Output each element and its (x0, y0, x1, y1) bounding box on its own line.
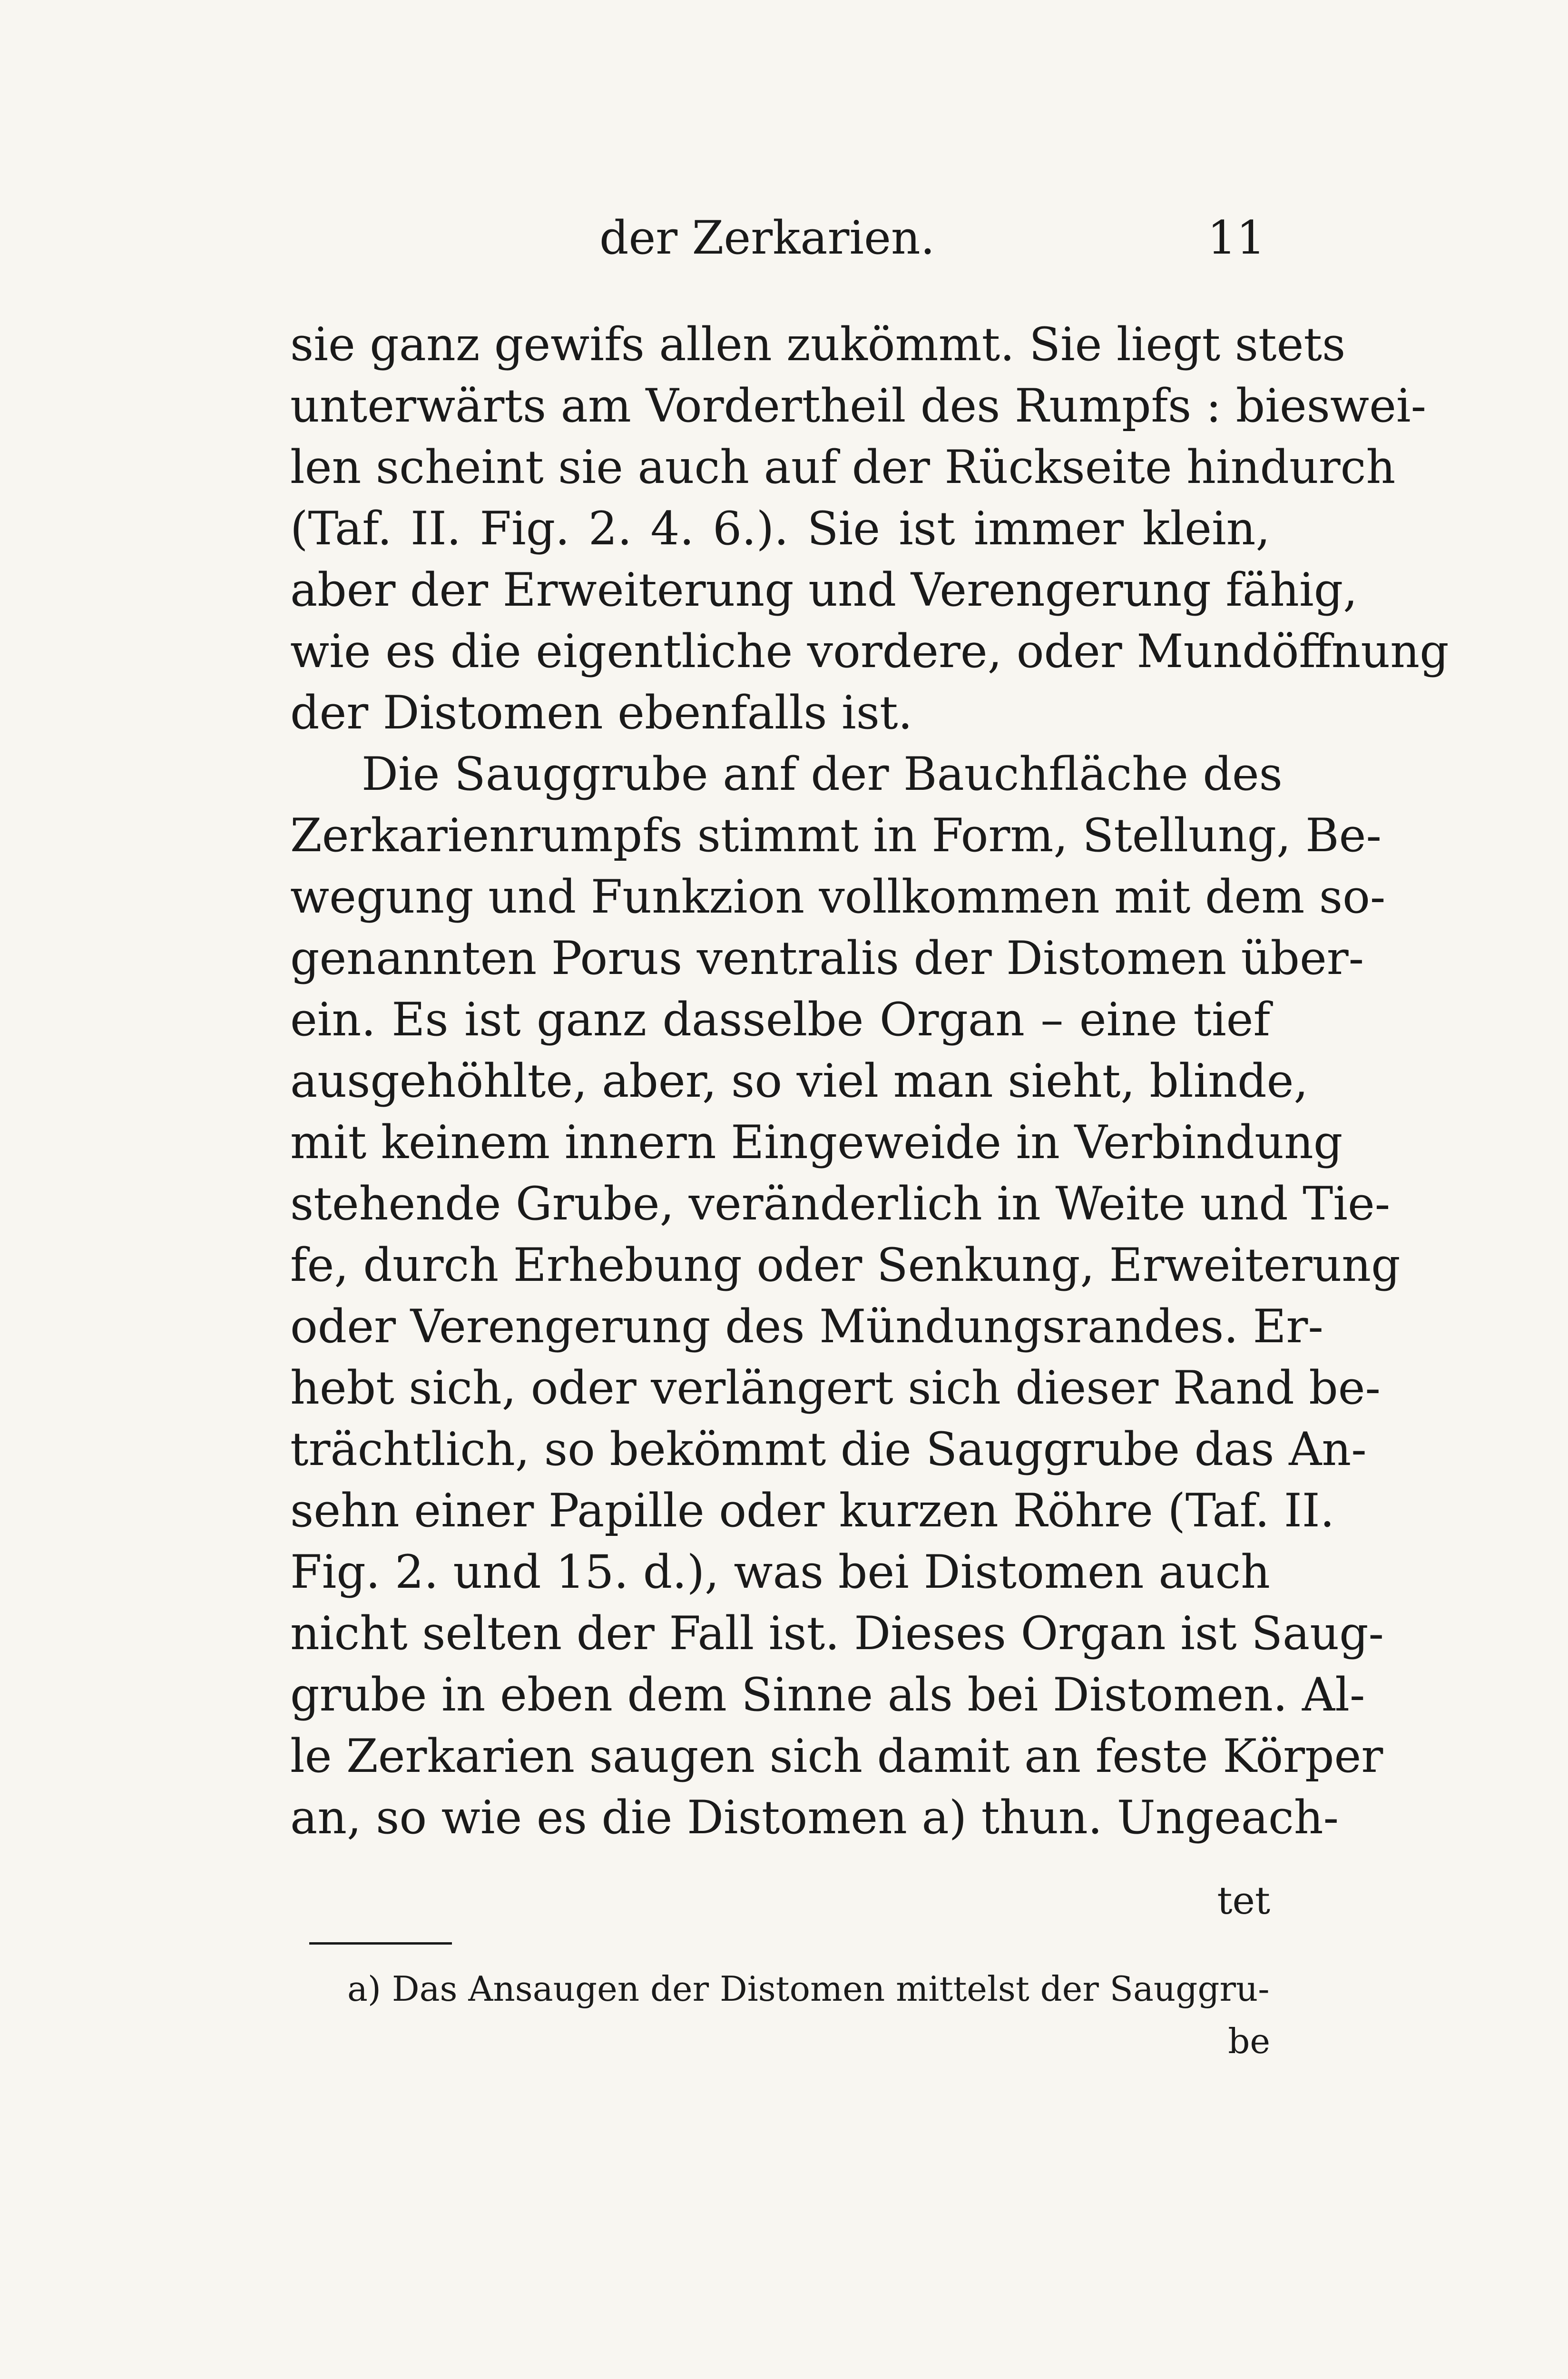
body-text (290, 314, 1449, 1848)
text-line: Fig. 2. und 15. d.), was bei Distomen auch (290, 1545, 1270, 1599)
text-line: ausgehöhlte, aber, so viel man sieht, blinde, (290, 1054, 1308, 1108)
text-line: trächtlich, so bekömmt die Sauggrube das An- (290, 1423, 1367, 1476)
text-line: stehende Grube, veränderlich in Weite und Tie- (290, 1177, 1391, 1230)
footnote-rule (309, 1942, 452, 1945)
text-line: nicht selten der Fall ist. Dieses Organ ist Saug- (290, 1607, 1384, 1660)
text-line: (Taf. II. Fig. 2. 4. 6.). Sie ist immer klein, (290, 502, 1270, 555)
text-line: hebt sich, oder verlängert sich dieser Rand be- (290, 1361, 1381, 1415)
text-line: len scheint sie auch auf der Rückseite hindurch (290, 441, 1396, 494)
text-line: Zerkarienrumpfs stimmt in Form, Stellung, Be- (290, 809, 1382, 862)
text-line: unterwärts am Vordertheil des Rumpfs : bieswei- (290, 379, 1427, 433)
text-line: aber der Erweiterung und Verengerung fähig, (290, 563, 1358, 617)
footnote-continuation: be (1228, 2021, 1270, 2061)
text-line: le Zerkarien saugen sich damit an feste Körper (290, 1730, 1383, 1783)
text-line: wie es die eigentliche vordere, oder Mundöffnung (290, 625, 1449, 678)
running-header (295, 209, 1265, 266)
catchword: tet (1217, 1878, 1270, 1923)
text-line: ein. Es ist ganz dasselbe Organ – eine tief (290, 993, 1270, 1046)
text-line: oder Verengerung des Mündungsrandes. Er- (290, 1300, 1323, 1353)
text-line: mit keinem innern Eingeweide in Verbindung (290, 1116, 1343, 1169)
text-line: an, so wie es die Distomen a) thun. Ungeach- (290, 1791, 1339, 1844)
footnote-text: a) Das Ansaugen der Distomen mittelst der Sauggru- (347, 1969, 1270, 2009)
text-line: grube in eben dem Sinne als bei Distomen. Al- (290, 1668, 1365, 1721)
text-line: genannten Porus ventralis der Distomen über- (290, 932, 1364, 985)
page-number: 11 (1207, 211, 1265, 265)
text-line: fe, durch Erhebung oder Senkung, Erweiterung (290, 1239, 1401, 1292)
text-line: sie ganz gewifs allen zukömmt. Sie liegt stets (290, 318, 1346, 371)
text-line: der Distomen ebenfalls ist. (290, 686, 913, 739)
running-title: der Zerkarien. (599, 211, 935, 265)
paragraph-first-line: Die Sauggrube anf der Bauchfläche des (362, 747, 1283, 801)
text-line: wegung und Funkzion vollkommen mit dem so- (290, 870, 1386, 924)
footnote (347, 1963, 1270, 2067)
text-line: sehn einer Papille oder kurzen Röhre (Taf. II. (290, 1484, 1335, 1537)
